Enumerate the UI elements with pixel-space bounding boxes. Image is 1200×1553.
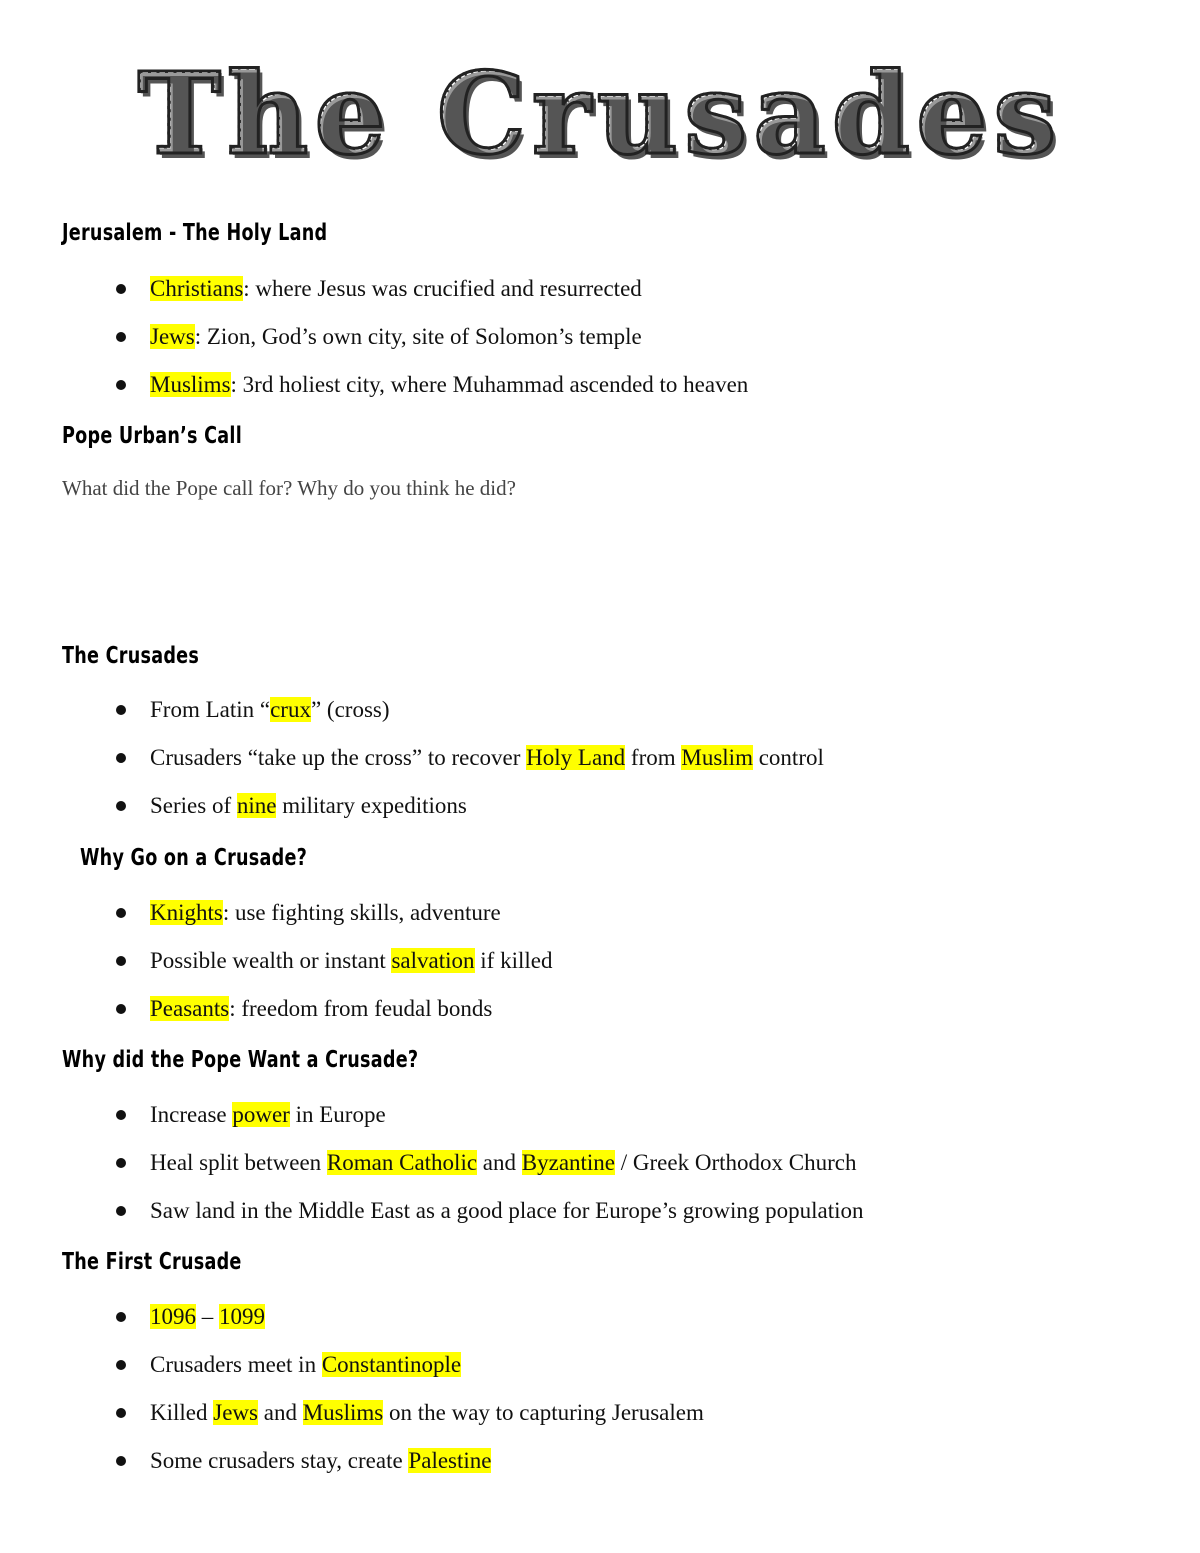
bullet-icon	[116, 801, 126, 811]
highlighted-term: Jews	[213, 1400, 258, 1425]
item-text: Possible wealth or instant	[150, 948, 392, 973]
item-text: Some crusaders stay, create	[150, 1448, 409, 1473]
bullet-icon	[116, 284, 126, 294]
heading-jerusalem: Jerusalem - The Holy Land	[62, 220, 328, 246]
item-text: and	[257, 1400, 303, 1425]
item-text: Crusaders “take up the cross” to recover	[150, 745, 527, 770]
item-text: control	[752, 745, 824, 770]
bullet-icon	[116, 1408, 126, 1418]
item-text: : freedom from feudal bonds	[229, 996, 493, 1021]
list-why-pope	[0, 1098, 863, 1242]
item-text: from	[625, 745, 682, 770]
question-text: What did the Pope call for? Why do you think he did?	[62, 476, 516, 500]
list-item	[0, 944, 552, 992]
bullet-icon	[116, 1312, 126, 1322]
item-text: Crusaders meet in	[150, 1352, 322, 1377]
heading-why-go: Why Go on a Crusade?	[80, 845, 308, 871]
item-text: Saw land in the Middle East as a good place for Europe’s growing population	[150, 1198, 864, 1223]
item-text: –	[196, 1304, 219, 1329]
list-item	[0, 1146, 863, 1194]
highlighted-term: Holy Land	[526, 745, 626, 770]
bullet-icon	[116, 908, 126, 918]
highlighted-term: 1096	[150, 1304, 196, 1329]
item-text: : use fighting skills, adventure	[222, 900, 501, 925]
item-text: / Greek Orthodox Church	[615, 1150, 857, 1175]
highlighted-term: nine	[236, 793, 277, 818]
list-item	[0, 741, 824, 789]
item-text: and	[477, 1150, 522, 1175]
page-title: The Crusades	[138, 40, 1063, 190]
item-text: Heal split between	[150, 1150, 327, 1175]
list-item	[0, 320, 748, 368]
highlighted-term: Palestine	[408, 1448, 492, 1473]
item-text: : where Jesus was crucified and resurrected	[243, 276, 642, 301]
highlighted-term: Roman Catholic	[326, 1150, 478, 1175]
heading-pope-urban: Pope Urban’s Call	[62, 423, 242, 449]
list-item	[0, 1396, 704, 1444]
list-item	[0, 896, 552, 944]
list-item	[0, 693, 824, 741]
bullet-icon	[116, 1004, 126, 1014]
bullet-icon	[116, 1110, 126, 1120]
bullet-icon	[116, 705, 126, 715]
highlighted-term: Byzantine	[521, 1150, 616, 1175]
list-first-crusade	[0, 1300, 704, 1492]
item-text: : Zion, God’s own city, site of Solomon’s temple	[194, 324, 642, 349]
bullet-icon	[116, 1360, 126, 1370]
list-item	[0, 368, 748, 416]
item-text: ” (cross)	[310, 697, 390, 722]
highlighted-term: Muslims	[302, 1400, 384, 1425]
highlighted-term: salvation	[391, 948, 475, 973]
item-text: Series of	[150, 793, 237, 818]
highlighted-term: crux	[270, 697, 311, 722]
list-item	[0, 992, 552, 1040]
list-the-crusades	[0, 693, 824, 837]
bullet-icon	[116, 753, 126, 763]
highlighted-term: Constantinople	[321, 1352, 462, 1377]
list-why-go	[0, 896, 552, 1040]
highlighted-term: power	[232, 1102, 290, 1127]
highlighted-term: Christians	[150, 276, 244, 301]
title-banner	[0, 40, 1200, 190]
item-text: military expeditions	[276, 793, 467, 818]
list-item	[0, 1098, 863, 1146]
highlighted-term: Peasants	[150, 996, 230, 1021]
list-item	[0, 1444, 704, 1492]
item-text: Increase	[150, 1102, 233, 1127]
item-text: on the way to capturing Jerusalem	[383, 1400, 704, 1425]
bullet-icon	[116, 1456, 126, 1466]
heading-why-pope: Why did the Pope Want a Crusade?	[62, 1047, 419, 1073]
bullet-icon	[116, 956, 126, 966]
list-item	[0, 1300, 704, 1348]
item-text: in Europe	[289, 1102, 386, 1127]
item-text: : 3rd holiest city, where Muhammad ascended to heaven	[230, 372, 749, 397]
highlighted-term: 1099	[219, 1304, 265, 1329]
bullet-icon	[116, 1206, 126, 1216]
list-item	[0, 272, 748, 320]
list-item	[0, 1348, 704, 1396]
highlighted-term: Jews	[150, 324, 195, 349]
highlighted-term: Muslims	[150, 372, 231, 397]
list-item	[0, 1194, 863, 1242]
highlighted-term: Knights	[150, 900, 223, 925]
highlighted-term: Muslim	[681, 745, 753, 770]
item-text: if killed	[474, 948, 553, 973]
heading-the-crusades: The Crusades	[62, 643, 200, 669]
bullet-icon	[116, 1158, 126, 1168]
bullet-icon	[116, 380, 126, 390]
list-item	[0, 789, 824, 837]
list-jerusalem	[0, 272, 748, 416]
heading-first-crusade: The First Crusade	[62, 1249, 242, 1275]
bullet-icon	[116, 332, 126, 342]
item-text: From Latin “	[150, 697, 271, 722]
item-text: Killed	[150, 1400, 214, 1425]
